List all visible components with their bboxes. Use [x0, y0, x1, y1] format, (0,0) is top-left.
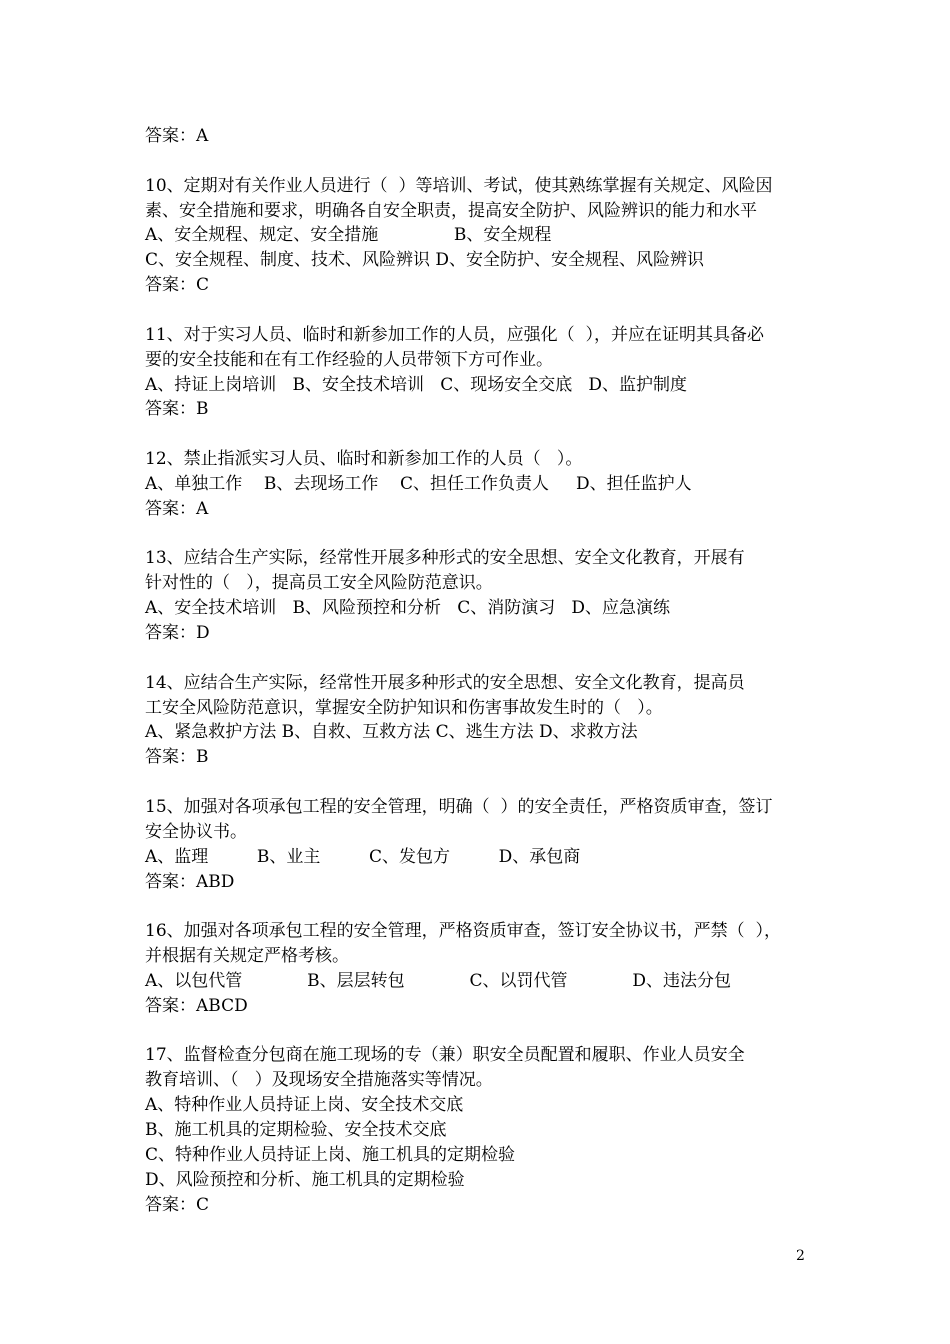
text-line: 15、加强对各项承包工程的安全管理，明确（ ）的安全责任，严格资质审查，签订	[145, 796, 773, 817]
page-number: 2	[796, 1248, 805, 1264]
text-line: 答案：D	[145, 623, 210, 643]
text-line: A、以包代管 B、层层转包 C、以罚代管 D、违法分包	[145, 970, 731, 991]
text-line: C、安全规程、制度、技术、风险辨识 D、安全防护、安全规程、风险辨识	[145, 250, 705, 271]
text-line: A、安全技术培训 B、风险预控和分析 C、消防演习 D、应急演练	[145, 598, 671, 619]
text-line: 针对性的（ ），提高员工安全风险防范意识。	[145, 573, 493, 594]
text-line: 17、监督检查分包商在施工现场的专（兼）职安全员配置和履职、作业人员安全	[145, 1045, 745, 1066]
text-line: 10、定期对有关作业人员进行（ ）等培训、考试，使其熟练掌握有关规定、风险因	[145, 175, 773, 196]
text-line: 11、对于实习人员、临时和新参加工作的人员，应强化（ ），并应在证明其具备必	[145, 324, 764, 345]
text-line: A、监理 B、业主 C、发包方 D、承包商	[145, 846, 581, 867]
text-line: 答案：A	[145, 126, 209, 146]
text-line: 素、安全措施和要求，明确各自安全职责，提高安全防护、风险辨识的能力和水平	[145, 200, 757, 221]
text-line: D、风险预控和分析、施工机具的定期检验	[145, 1169, 465, 1190]
text-line: A、紧急救护方法 B、自救、互救方法 C、逃生方法 D、求救方法	[145, 722, 638, 743]
text-line: 16、加强对各项承包工程的安全管理，严格资质审查，签订安全协议书，严禁（ ），	[145, 921, 781, 942]
text-line: 答案：B	[145, 399, 209, 420]
text-line: A、持证上岗培训 B、安全技术培训 C、现场安全交底 D、监护制度	[145, 374, 688, 395]
text-line: 教育培训、（ ）及现场安全措施落实等情况。	[145, 1070, 493, 1091]
text-line: 并根据有关规定严格考核。	[145, 946, 349, 967]
text-line: 答案：C	[145, 1194, 210, 1215]
text-line: 答案：C	[145, 275, 210, 296]
text-line: C、特种作业人员持证上岗、施工机具的定期检验	[145, 1144, 516, 1165]
text-line: 答案：ABD	[145, 871, 235, 892]
text-line: 答案：B	[145, 747, 209, 768]
text-line: 要的安全技能和在有工作经验的人员带领下方可作业。	[145, 349, 553, 370]
text-line: 答案：ABCD	[145, 995, 248, 1016]
text-line: 12、禁止指派实习人员、临时和新参加工作的人员（ ）。	[145, 449, 583, 470]
text-line: 13、应结合生产实际，经常性开展多种形式的安全思想、安全文化教育，开展有	[145, 548, 745, 569]
text-line: 安全协议书。	[145, 821, 247, 842]
text-line: A、单独工作 B、去现场工作 C、担任工作负责人 D、担任监护人	[145, 473, 692, 494]
text-line: A、安全规程、规定、安全措施 B、安全规程	[145, 225, 552, 246]
text-line: 14、应结合生产实际，经常性开展多种形式的安全思想、安全文化教育，提高员	[145, 672, 745, 693]
text-line: A、特种作业人员持证上岗、安全技术交底	[145, 1095, 464, 1116]
text-line: 答案：A	[145, 498, 209, 519]
text-line: 工安全风险防范意识，掌握安全防护知识和伤害事故发生时的（ ）。	[145, 697, 663, 718]
text-line: B、施工机具的定期检验、安全技术交底	[145, 1120, 447, 1140]
